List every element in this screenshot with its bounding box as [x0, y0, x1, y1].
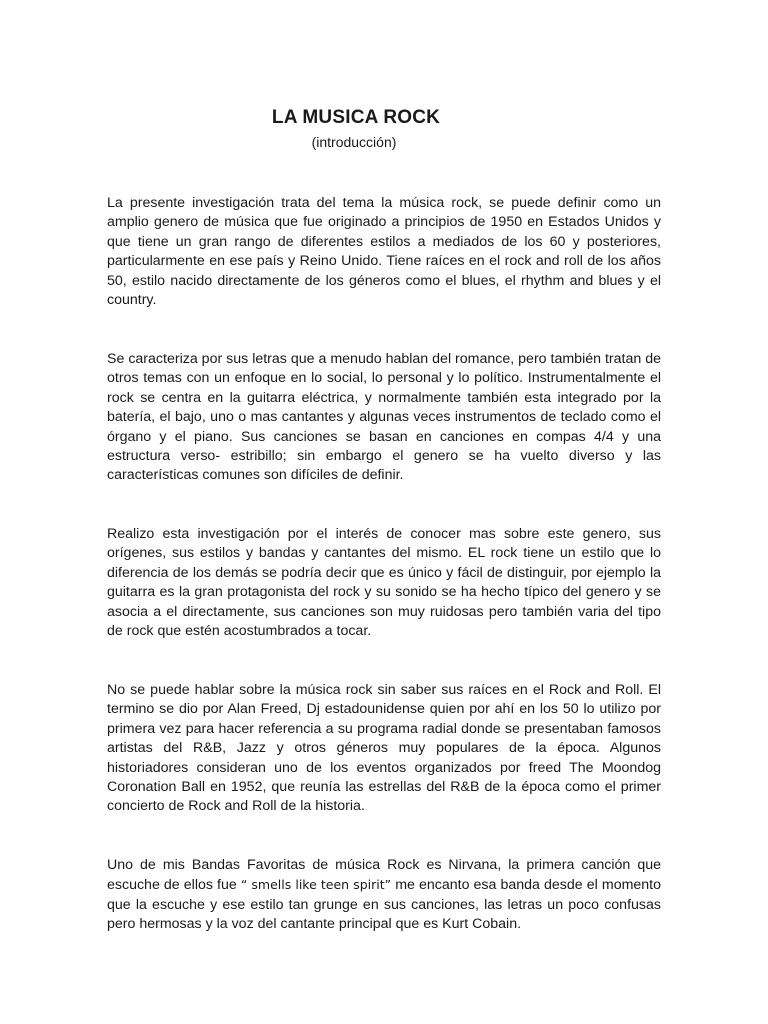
paragraph-introduction: La presente investigación trata del tema la música rock, se puede definir como un amplio genero de música que fue originado a principios de 1950 en Estados Unidos y que tiene un gran rango de diferentes estilos a mediados de los 60 y posteriores, particularmente en ese país y Reino Unido. Tiene raíces en el rock and roll de los años 50, estilo nacido directamente de los géneros como el blues, el rhythm and blues y el country.	[107, 195, 661, 309]
paragraph-text-after-quote: me encanto esa banda desde el momento que la escuche y ese estilo tan grunge en sus canciones, las letras un poco confusas pero hermosas y la voz del cantante principal que es Kurt Cobain.	[107, 877, 662, 933]
paragraph-motivation: Realizo esta investigación por el interés de conocer mas sobre este genero, sus orígenes, sus estilos y bandas y cantantes del mismo. EL rock tiene un estilo que lo diferencia de los demás se podría decir que es único y fácil de distinguir, por ejemplo la guitarra es la gran protagonista del rock y su sonido se ha hecho típico del genero y se asocia a el directamente, sus canciones son muy ruidosas pero también varia del tipo de rock que estén acostumbrados a tocar.	[107, 526, 661, 640]
paragraph-favorite-band	[107, 856, 661, 935]
paragraph-rock-and-roll-origins: No se puede hablar sobre la música rock sin saber sus raíces en el Rock and Roll. El termino se dio por Alan Freed, Dj estadounidense quien por ahí en los 50 lo utilizo por primera vez para hacer referencia a su programa radial donde se presentaban famosos artistas del R&B, Jazz y otros géneros muy populares de la época. Algunos historiadores consideran uno de los eventos organizados por freed The Moondog Coronation Ball en 1952, que reunía las estrellas del R&B de la época como el primer concierto de Rock and Roll de la historia.	[107, 682, 661, 815]
song-title-quote: “ smells like teen spirit”	[240, 877, 392, 893]
paragraph-characteristics: Se caracteriza por sus letras que a menudo hablan del romance, pero también tratan de otros temas con un enfoque en lo social, lo personal y lo político. Instrumentalmente el rock se centra en la guitarra eléctrica, y normalmente también esta integrado por la batería, el bajo, uno o mas cantantes y algunas veces instrumentos de teclado como el órgano y el piano. Sus canciones se basan en canciones en compas 4/4 y una estructura verso- estribillo; sin embargo el genero se ha vuelto diverso y las características comunes son difíciles de definir.	[107, 351, 661, 484]
document-subtitle: (introducción)	[311, 134, 397, 150]
paragraph-text-before-quote: Uno de mis Bandas Favoritas de música Rock es Nirvana, la primera canción que escuche de ellos fue	[107, 857, 661, 894]
document-title: LA MUSICA ROCK	[271, 107, 441, 128]
